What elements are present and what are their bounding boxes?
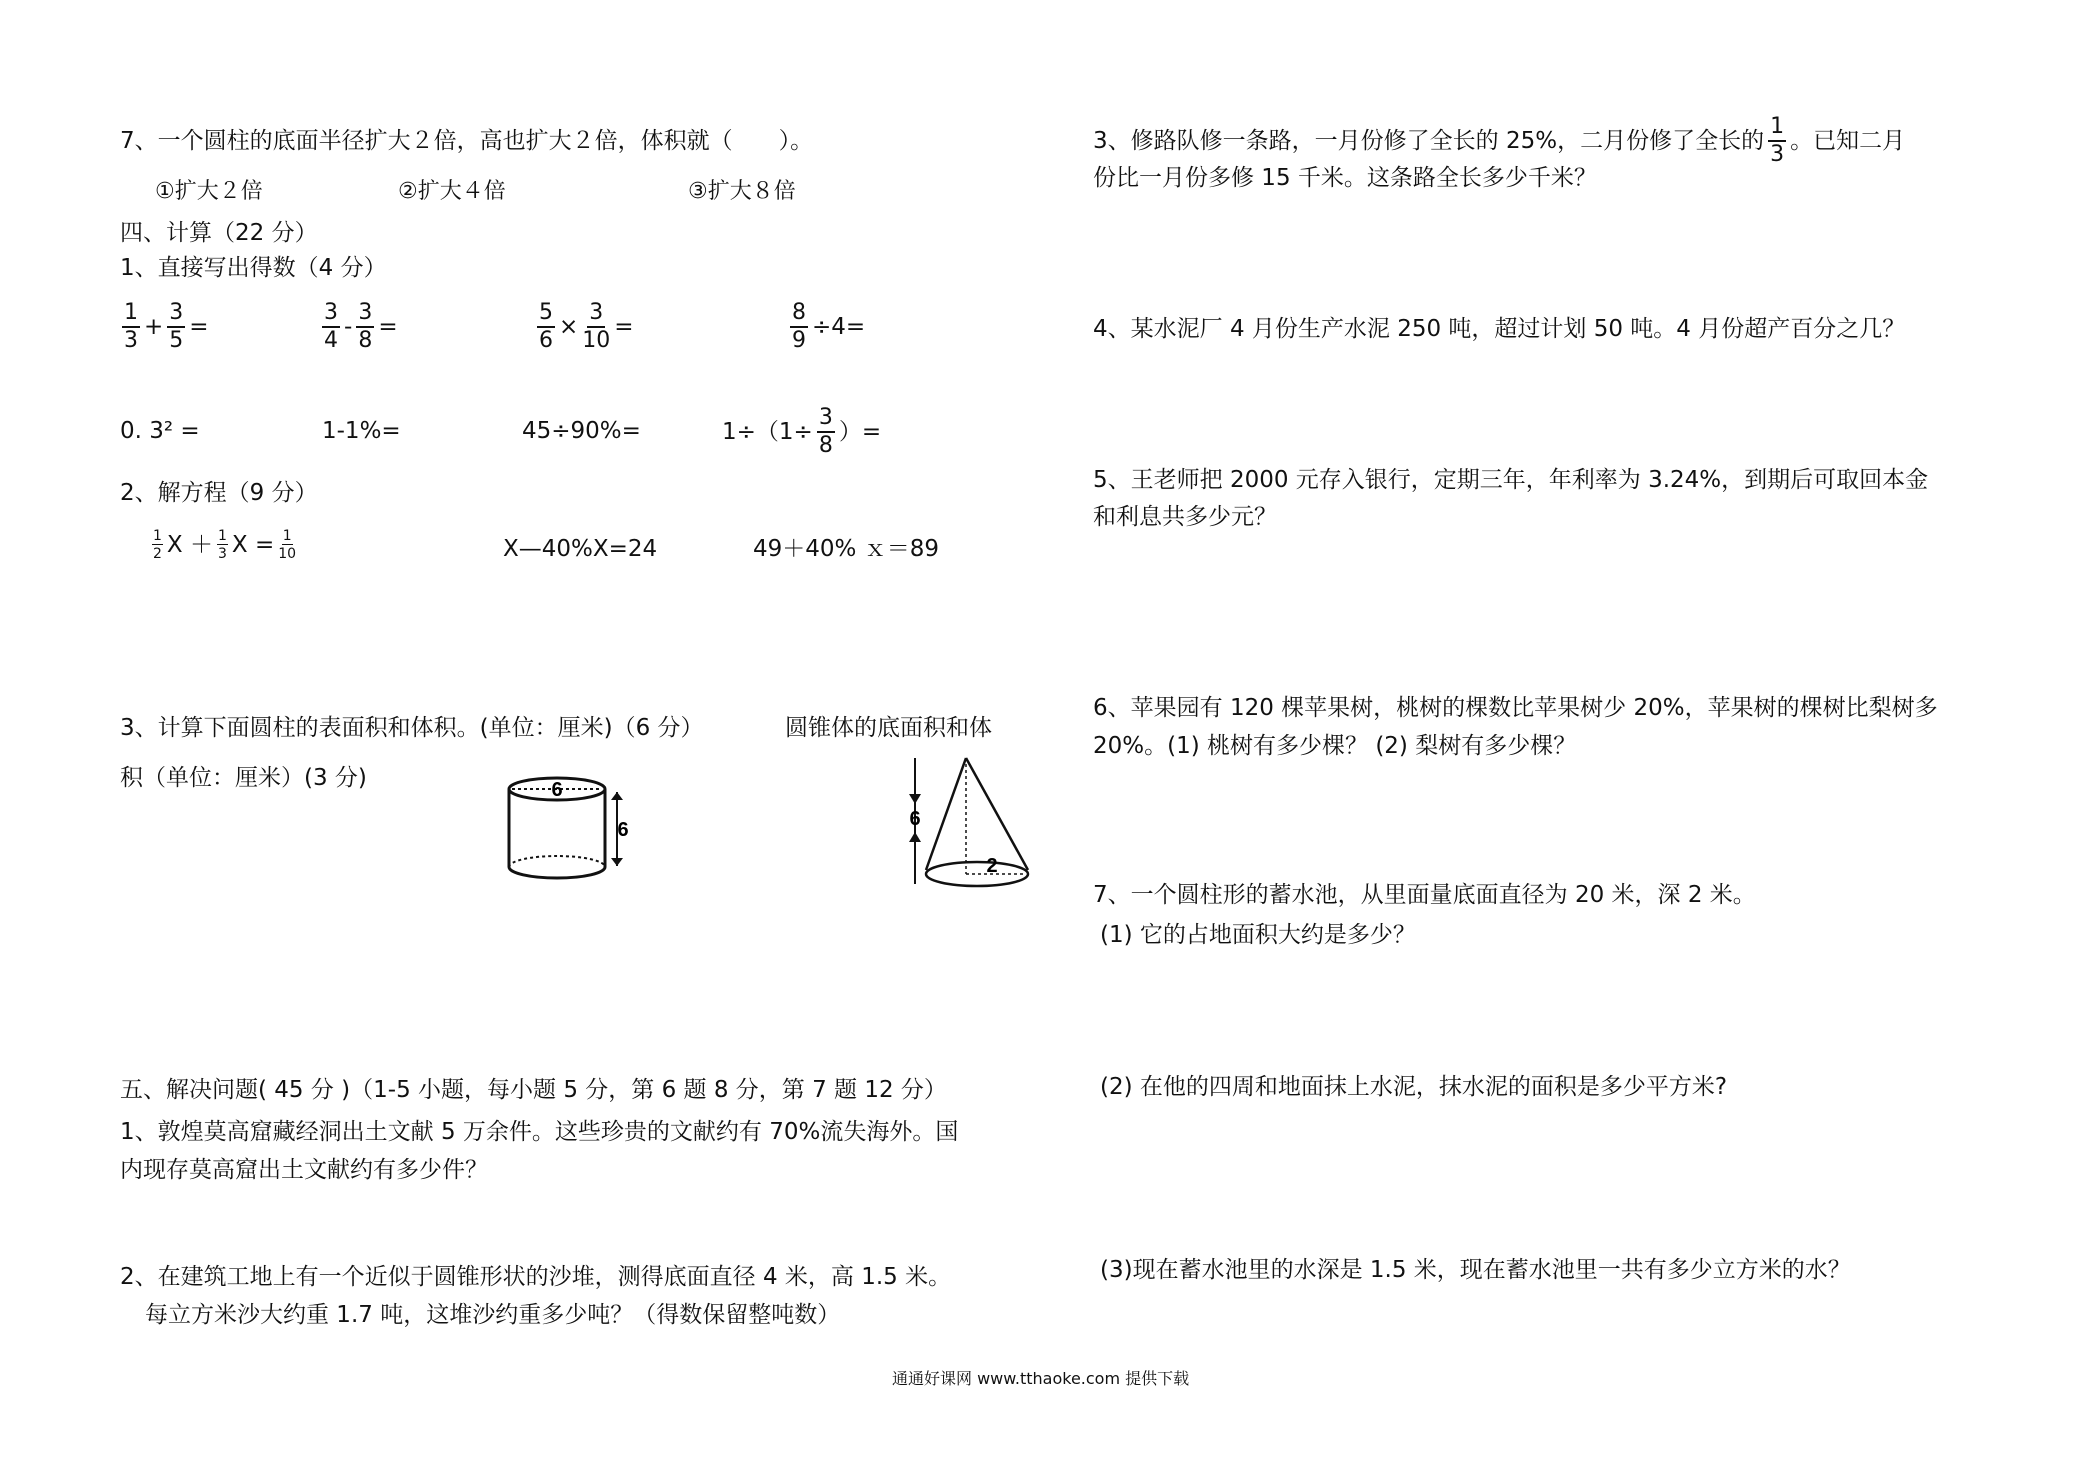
fraction: $\frac{3}{5}$ bbox=[169, 300, 184, 353]
fraction: $\frac{3}{8}$ bbox=[358, 300, 373, 353]
part-3-line-2: 积（单位：厘米）(3 分) bbox=[120, 765, 367, 791]
s5-q1-line-2: 内现存莫高窟出土文献约有多少件？ bbox=[120, 1157, 488, 1183]
calc-item-5: 0. 3² = bbox=[120, 418, 200, 444]
cylinder-figure bbox=[505, 768, 635, 888]
r-q5-line-2: 和利息共多少元？ bbox=[1093, 504, 1277, 530]
fraction: $\frac{3}{10}$ bbox=[582, 300, 611, 353]
cylinder-height-label: 6 bbox=[617, 819, 629, 841]
r-q5-line-1: 5、王老师把 2000 元存入银行，定期三年，年利率为 3.24%，到期后可取回本金 bbox=[1093, 467, 1929, 493]
r-q7-part-2: (2) 在他的四周和地面抹上水泥，抹水泥的面积是多少平方米? bbox=[1100, 1074, 1728, 1100]
fraction: $\frac{1}{3}$ bbox=[124, 300, 138, 353]
fraction: $\frac{3}{4}$ bbox=[324, 300, 338, 353]
calc-item-6: 1-1%= bbox=[322, 418, 401, 444]
equation-3: 49＋40% ｘ＝89 bbox=[753, 536, 939, 562]
cone-radius-label: 2 bbox=[986, 855, 998, 877]
calc-item-3: $\frac{5}{6}$ × $\frac{3}{10}$ = bbox=[539, 300, 634, 353]
r-q3-line-2: 份比一月份多修 15 千米。这条路全长多少千米？ bbox=[1093, 165, 1597, 191]
section-5-title: 五、解决问题( 45 分 )（1-5 小题，每小题 5 分，第 6 题 8 分，第 7 题 12 分） bbox=[120, 1077, 947, 1103]
r-q3-line-1: 3、修路队修一条路，一月份修了全长的 25%，二月份修了全长的 $\frac{1}{3}$ 。已知二月 bbox=[1093, 113, 1906, 167]
part-3-line-1b: 圆锥体的底面积和体 bbox=[785, 715, 992, 741]
cone-height-label: 6 bbox=[909, 808, 921, 830]
calc-item-8: 1÷（1÷ $\frac{3}{8}$ ）= bbox=[722, 404, 882, 458]
s5-q1-line-1: 1、敦煌莫高窟藏经洞出土文献 5 万余件。这些珍贵的文献约有 70%流失海外。国 bbox=[120, 1119, 959, 1145]
r-q7-line-1: 7、一个圆柱形的蓄水池，从里面量底面直径为 20 米，深 2 米。 bbox=[1093, 882, 1756, 908]
fraction: $\frac{1}{10}$ bbox=[278, 528, 297, 562]
s5-q2-line-2: 每立方米沙大约重 1.7 吨，这堆沙约重多少吨？（得数保留整吨数） bbox=[145, 1302, 841, 1328]
r-q7-part-3: (3)现在蓄水池里的水深是 1.5 米，现在蓄水池里一共有多少立方米的水？ bbox=[1100, 1257, 1851, 1283]
fraction: $\frac{5}{6}$ bbox=[539, 300, 553, 353]
section-4-title: 四、计算（22 分） bbox=[120, 220, 318, 246]
fraction: $\frac{1}{3}$ bbox=[1770, 113, 1785, 167]
r-q4: 4、某水泥厂 4 月份生产水泥 250 吨，超过计划 50 吨。4 月份超产百分之几？ bbox=[1093, 316, 1906, 342]
equation-2: X—40%X=24 bbox=[503, 536, 658, 562]
q7-mc-question: 7、一个圆柱的底面半径扩大２倍，高也扩大２倍，体积就（ ）。 bbox=[120, 128, 814, 154]
q7-option-2: ②扩大４倍 bbox=[398, 179, 506, 204]
q7-option-3: ③扩大８倍 bbox=[688, 179, 796, 204]
part-2-title: 2、解方程（9 分） bbox=[120, 480, 318, 506]
calc-item-1: $\frac{1}{3}$ + $\frac{3}{5}$ = bbox=[124, 300, 209, 353]
calc-item-4: $\frac{8}{9}$ ÷4= bbox=[792, 300, 866, 353]
part-3-line-1a: 3、计算下面圆柱的表面积和体积。(单位：厘米)（6 分） bbox=[120, 715, 704, 741]
calc-item-2: $\frac{3}{4}$ - $\frac{3}{8}$ = bbox=[324, 300, 398, 353]
footer-credit: 通通好课网 www.tthaoke.com 提供下载 bbox=[892, 1369, 1190, 1388]
part-1-title: 1、直接写出得数（4 分） bbox=[120, 255, 387, 281]
fraction: $\frac{3}{8}$ bbox=[818, 404, 833, 458]
r-q7-part-1: (1) 它的占地面积大约是多少？ bbox=[1100, 922, 1416, 948]
fraction: $\frac{8}{9}$ bbox=[792, 300, 806, 353]
equation-1: $\frac{1}{2}$ X ＋ $\frac{1}{3}$ X = $\frac{1}{10}$ bbox=[153, 528, 297, 562]
q7-option-1: ①扩大２倍 bbox=[155, 179, 263, 204]
r-q6-line-1: 6、苹果园有 120 棵苹果树，桃树的棵数比苹果树少 20%，苹果树的棵树比梨树多 bbox=[1093, 695, 1938, 721]
r-q6-line-2: 20%。(1) 桃树有多少棵？ (2) 梨树有多少棵？ bbox=[1093, 733, 1577, 759]
cone-figure bbox=[900, 750, 1050, 895]
s5-q2-line-1: 2、在建筑工地上有一个近似于圆锥形状的沙堆，测得底面直径 4 米，高 1.5 米。 bbox=[120, 1264, 952, 1290]
cylinder-diameter-label: 6 bbox=[551, 779, 563, 801]
calc-item-7: 45÷90%= bbox=[522, 418, 641, 444]
fraction: $\frac{1}{3}$ bbox=[218, 528, 227, 562]
fraction: $\frac{1}{2}$ bbox=[153, 528, 162, 562]
